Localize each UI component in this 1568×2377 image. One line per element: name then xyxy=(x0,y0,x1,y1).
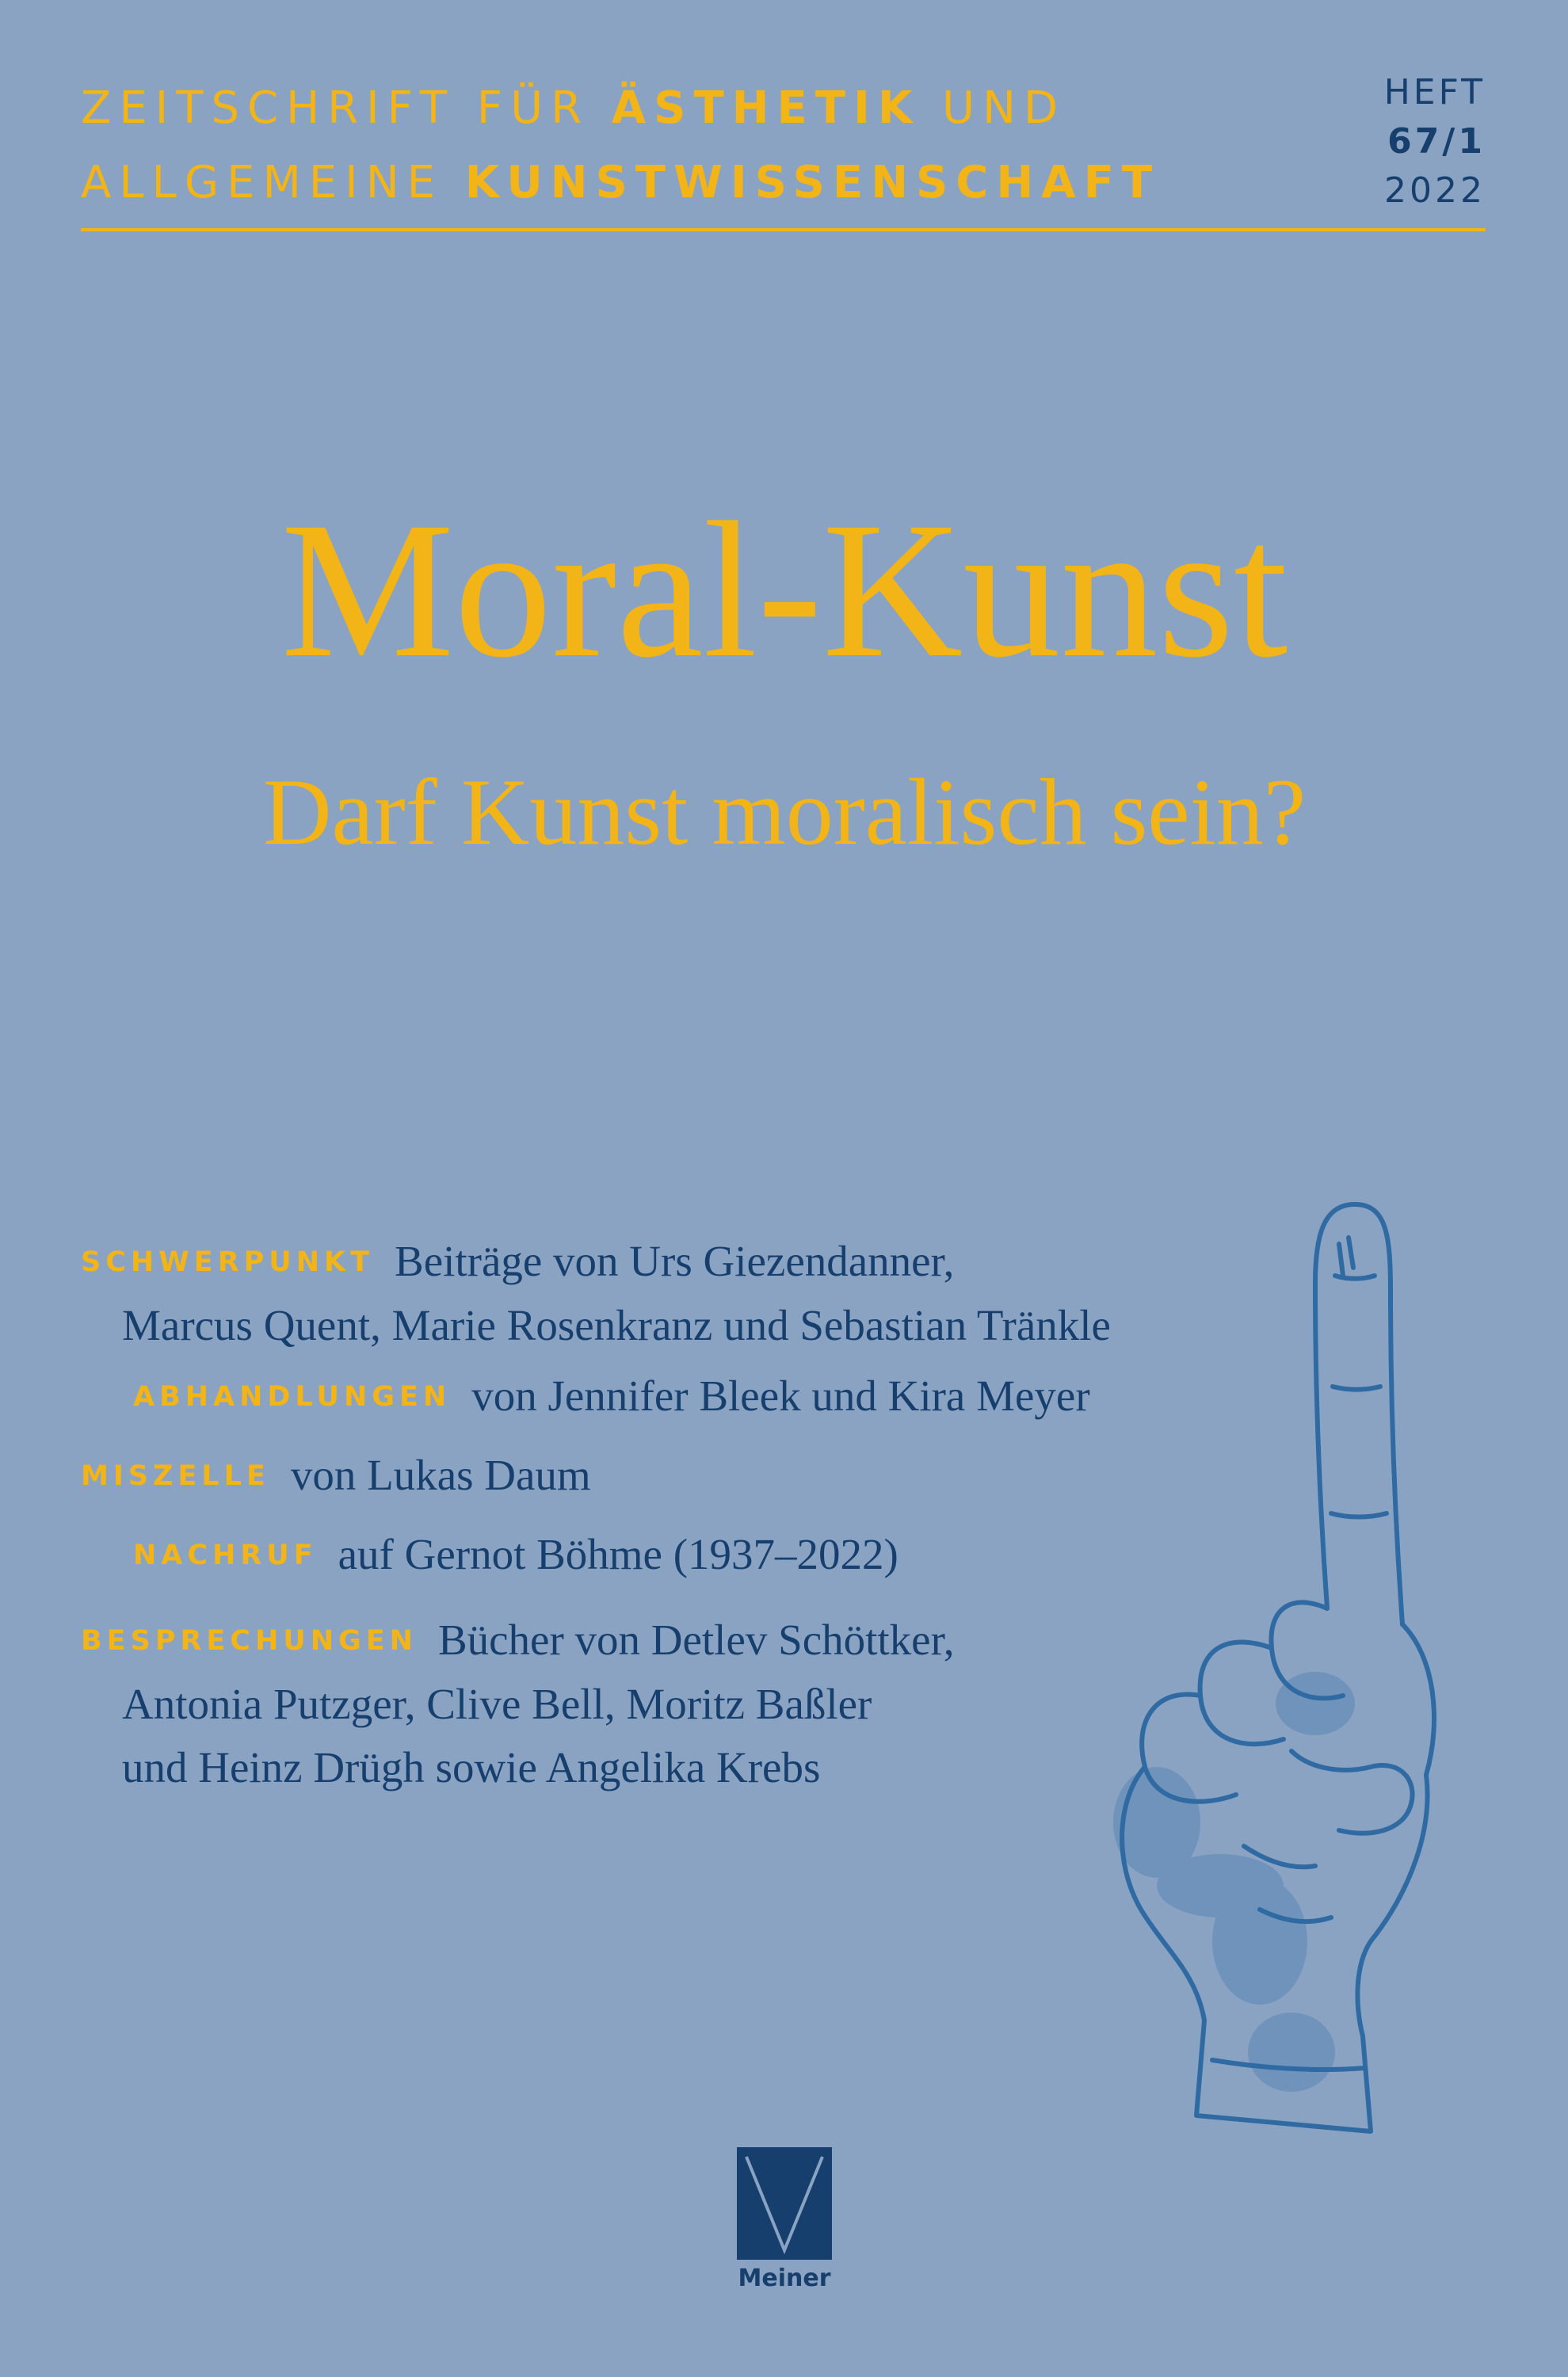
toc-text-continuation: Marcus Quent, Marie Rosenkranz und Sebastian Tränkle xyxy=(122,1301,1111,1349)
toc-label: SCHWERPUNKT xyxy=(81,1246,375,1278)
toc-text: Bücher von Detlev Schöttker, xyxy=(437,1616,955,1664)
toc-label: BESPRECHUNGEN xyxy=(81,1625,418,1657)
pointing-hand-icon xyxy=(1054,1149,1482,2139)
toc-text-continuation: und Heinz Drügh sowie Angelika Krebs xyxy=(122,1743,821,1791)
toc-text: auf Gernot Böhme (1937–2022) xyxy=(338,1530,898,1578)
toc-text-continuation: Antonia Putzger, Clive Bell, Moritz Baßler xyxy=(122,1680,872,1728)
toc-entry-abhandlungen xyxy=(133,1364,1090,1429)
toc-entry-miszelle xyxy=(81,1444,591,1508)
journal-title-line-1: ZEITSCHRIFT FÜR ÄSTHETIK UND xyxy=(81,82,1066,134)
toc-label: NACHRUF xyxy=(133,1540,318,1571)
toc-text: von Jennifer Bleek und Kira Meyer xyxy=(471,1372,1090,1420)
toc-text: Beiträge von Urs Giezendanner, xyxy=(395,1237,955,1285)
issue-year: 2022 xyxy=(1384,170,1486,211)
toc-entry-nachruf xyxy=(133,1523,898,1587)
toc-text: von Lukas Daum xyxy=(290,1451,591,1499)
cover-subtitle: Darf Kunst moralisch sein? xyxy=(262,759,1307,864)
publisher-name: Meiner xyxy=(738,2264,831,2292)
journal-title-line-2: ALLGEMEINE KUNSTWISSENSCHAFT xyxy=(81,157,1161,208)
cover-title: Moral-Kunst xyxy=(280,483,1288,698)
toc-label: MISZELLE xyxy=(81,1460,270,1492)
issue-label: HEFT xyxy=(1383,72,1486,113)
toc-label: ABHANDLUNGEN xyxy=(133,1381,452,1413)
issue-number: 67/1 xyxy=(1387,121,1486,162)
toc-entry-besprechungen xyxy=(81,1608,954,1799)
toc-entry-schwerpunkt xyxy=(81,1230,1111,1357)
meiner-logo-icon xyxy=(737,2147,832,2260)
